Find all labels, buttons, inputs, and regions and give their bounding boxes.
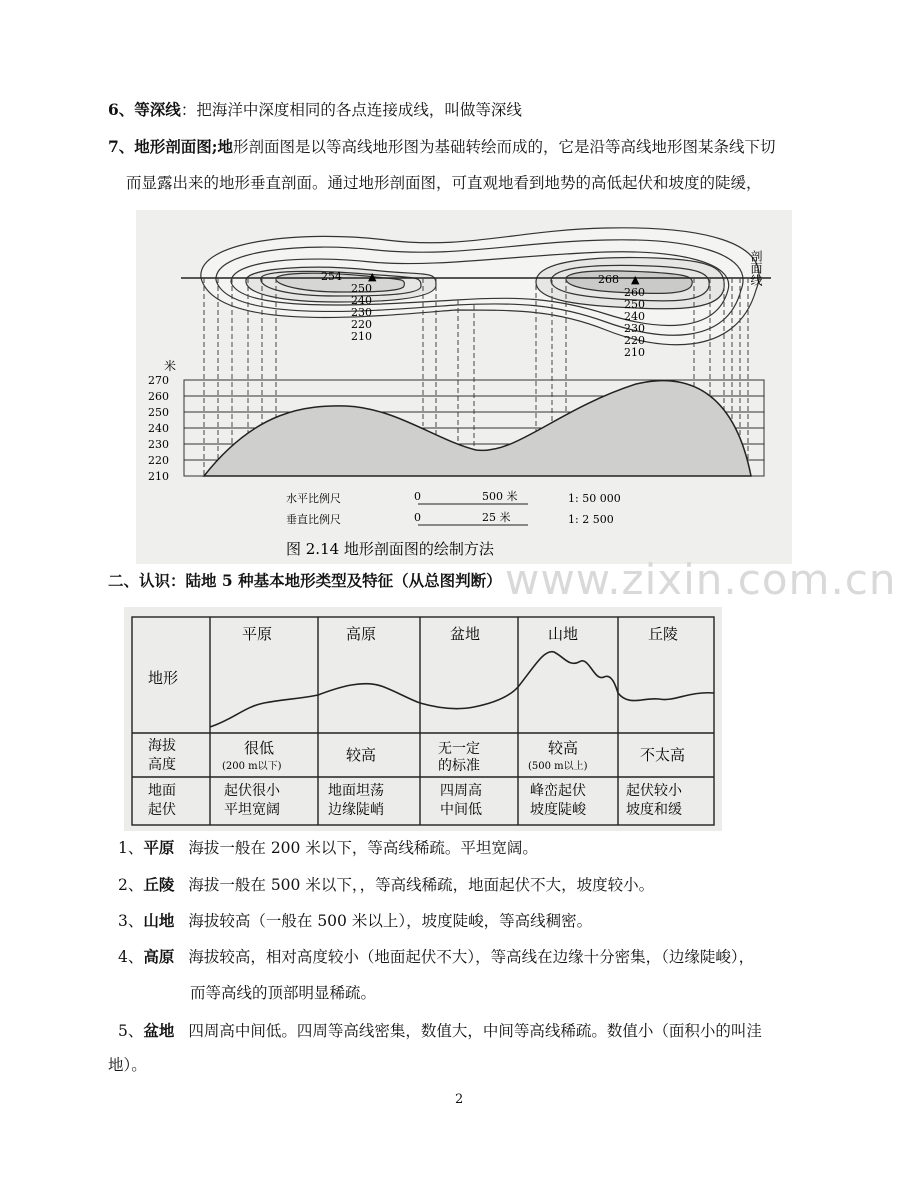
row-label-relief: 地面 (148, 783, 176, 799)
relief-hill: 坡度和缓 (626, 802, 682, 818)
altitude-plateau: 较高 (346, 746, 377, 764)
altitude-mountain: 较高 (548, 739, 579, 757)
relief-plain: 平坦宽阔 (224, 802, 280, 818)
scale-zero: 0 (414, 490, 421, 503)
definition-text: ：把海洋中深度相同的各点连接成线，叫做等深线 (180, 101, 522, 119)
contour-label: 240 (351, 294, 372, 307)
relief-basin: 中间低 (440, 802, 482, 818)
term-plateau: 高原 (143, 947, 175, 966)
item-text: 四周高中间低。四周等高线密集，数值大，中间等高线稀疏。数值小（面积小的叫洼 (188, 1022, 762, 1040)
landform-item-plateau (118, 947, 754, 967)
term-hill: 丘陵 (143, 875, 175, 894)
scale-zero: 0 (414, 511, 421, 524)
relief-plateau: 边缘陡峭 (328, 802, 384, 818)
contour-label: 260 (624, 286, 645, 299)
y-tick-label: 260 (148, 390, 169, 403)
row-label-terrain: 地形 (148, 669, 179, 687)
landform-table-figure (124, 607, 722, 831)
relief-plateau: 地面坦荡 (328, 783, 384, 799)
scale-vertical-length: 25 米 (482, 511, 511, 524)
profile-figure-svg (136, 210, 792, 564)
contour-label: 230 (624, 322, 645, 335)
term-profile: 地形剖面图; (134, 137, 218, 156)
term-plain: 平原 (143, 838, 175, 857)
definition-text: 形剖面图是以等高线地形图为基础转绘而成的，它是沿等高线地形图某条线下切 (233, 138, 776, 156)
landform-name-plateau: 高原 (346, 625, 377, 643)
item-7-line (108, 137, 776, 157)
relief-mountain: 坡度陡峻 (530, 802, 586, 818)
item-number: 7、 (108, 137, 135, 156)
peak-right-triangle: ▲ (631, 273, 640, 286)
term-isobath: 等深线 (134, 100, 181, 119)
row-label-altitude: 高度 (148, 757, 176, 773)
y-tick-label: 250 (148, 406, 169, 419)
altitude-plain: 很低 (244, 739, 275, 757)
y-tick-label: 230 (148, 438, 169, 451)
relief-mountain: 峰峦起伏 (530, 783, 586, 799)
section-line-label: 剖面线 (749, 250, 763, 286)
landform-name-hill: 丘陵 (648, 625, 679, 643)
row-label-relief: 起伏 (148, 802, 176, 818)
landform-item-basin (118, 1021, 762, 1041)
altitude-basin: 的标准 (438, 758, 480, 774)
item-number: 4、 (118, 948, 144, 966)
term-basin: 盆地 (143, 1021, 175, 1040)
definition-text: 而显露出来的地形垂直剖面。通过地形剖面图，可直观地看到地势的高低起伏和坡度的陡缓， (126, 174, 762, 192)
y-tick-label: 270 (148, 374, 169, 387)
relief-basin: 四周高 (440, 783, 482, 799)
altitude-note-mountain: (500 m以上) (528, 761, 588, 772)
item-6-line (108, 100, 522, 120)
contour-label: 220 (351, 318, 372, 331)
peak-right-label: 268 (598, 273, 619, 286)
peak-left-triangle: ▲ (368, 270, 377, 283)
altitude-basin: 无一定 (438, 741, 480, 757)
y-tick-label: 240 (148, 422, 169, 435)
altitude-note-plain: (200 m以下) (222, 761, 282, 772)
relief-plain: 起伏很小 (224, 783, 280, 799)
landform-item-basin-cont: 地）。 (108, 1056, 147, 1074)
figure-caption: 图 2.14 地形剖面图的绘制方法 (286, 540, 494, 558)
term-profile-start: 地 (217, 137, 234, 156)
y-axis-unit: 米 (164, 359, 177, 373)
item-number: 3、 (118, 912, 144, 930)
altitude-hill: 不太高 (640, 746, 686, 764)
profile-figure (136, 210, 792, 564)
contour-label: 250 (624, 298, 645, 311)
item-text: 海拔一般在 200 米以下，等高线稀疏。平坦宽阔。 (188, 839, 538, 857)
y-tick-label: 210 (148, 470, 169, 483)
peak-left-label: 254 (321, 270, 342, 283)
contour-label: 240 (624, 310, 645, 323)
scale-horizontal-length: 500 米 (482, 490, 518, 503)
landform-item-hill (118, 875, 654, 895)
item-number: 5、 (118, 1022, 144, 1040)
contour-label: 210 (351, 330, 372, 343)
landform-item-plateau-cont: 而等高线的顶部明显稀疏。 (190, 984, 377, 1002)
page-number: 2 (455, 1092, 464, 1107)
section-2-heading: 二、认识：陆地 5 种基本地形类型及特征（从总图判断） (108, 571, 502, 590)
landform-table-svg (124, 607, 722, 831)
terrain-silhouette (210, 652, 714, 727)
y-tick-label: 220 (148, 454, 169, 467)
contour-label: 230 (351, 306, 372, 319)
item-number: 1、 (118, 839, 144, 857)
landform-name-mountain: 山地 (548, 625, 579, 643)
scale-horizontal-ratio: 1: 50 000 (568, 492, 621, 505)
term-mountain: 山地 (143, 911, 175, 930)
item-text: 海拔较高（一般在 500 米以上），坡度陡峻，等高线稠密。 (188, 912, 593, 930)
scale-vertical-ratio: 1: 2 500 (568, 513, 614, 526)
landform-item-mountain (118, 911, 592, 931)
item-text: 海拔一般在 500 米以下，，等高线稀疏，地面起伏不大，坡度较小。 (188, 876, 655, 894)
item-7-continuation (126, 173, 762, 193)
item-number: 6、 (108, 100, 135, 119)
contour-label: 210 (624, 346, 645, 359)
contour-label: 250 (351, 282, 372, 295)
contour-label: 220 (624, 334, 645, 347)
scale-horizontal-label: 水平比例尺 (286, 492, 341, 505)
row-label-altitude: 海拔 (148, 738, 176, 754)
item-text: 海拔较高，相对高度较小（地面起伏不大），等高线在边缘十分密集，（边缘陡峻）， (188, 948, 755, 966)
scale-vertical-label: 垂直比例尺 (286, 513, 341, 526)
landform-name-plain: 平原 (242, 625, 273, 643)
landform-name-basin: 盆地 (450, 625, 481, 643)
item-number: 2、 (118, 876, 144, 894)
relief-hill: 起伏较小 (626, 783, 682, 799)
landform-item-plain (118, 838, 538, 858)
watermark: www.zixin.com.cn (505, 555, 897, 604)
